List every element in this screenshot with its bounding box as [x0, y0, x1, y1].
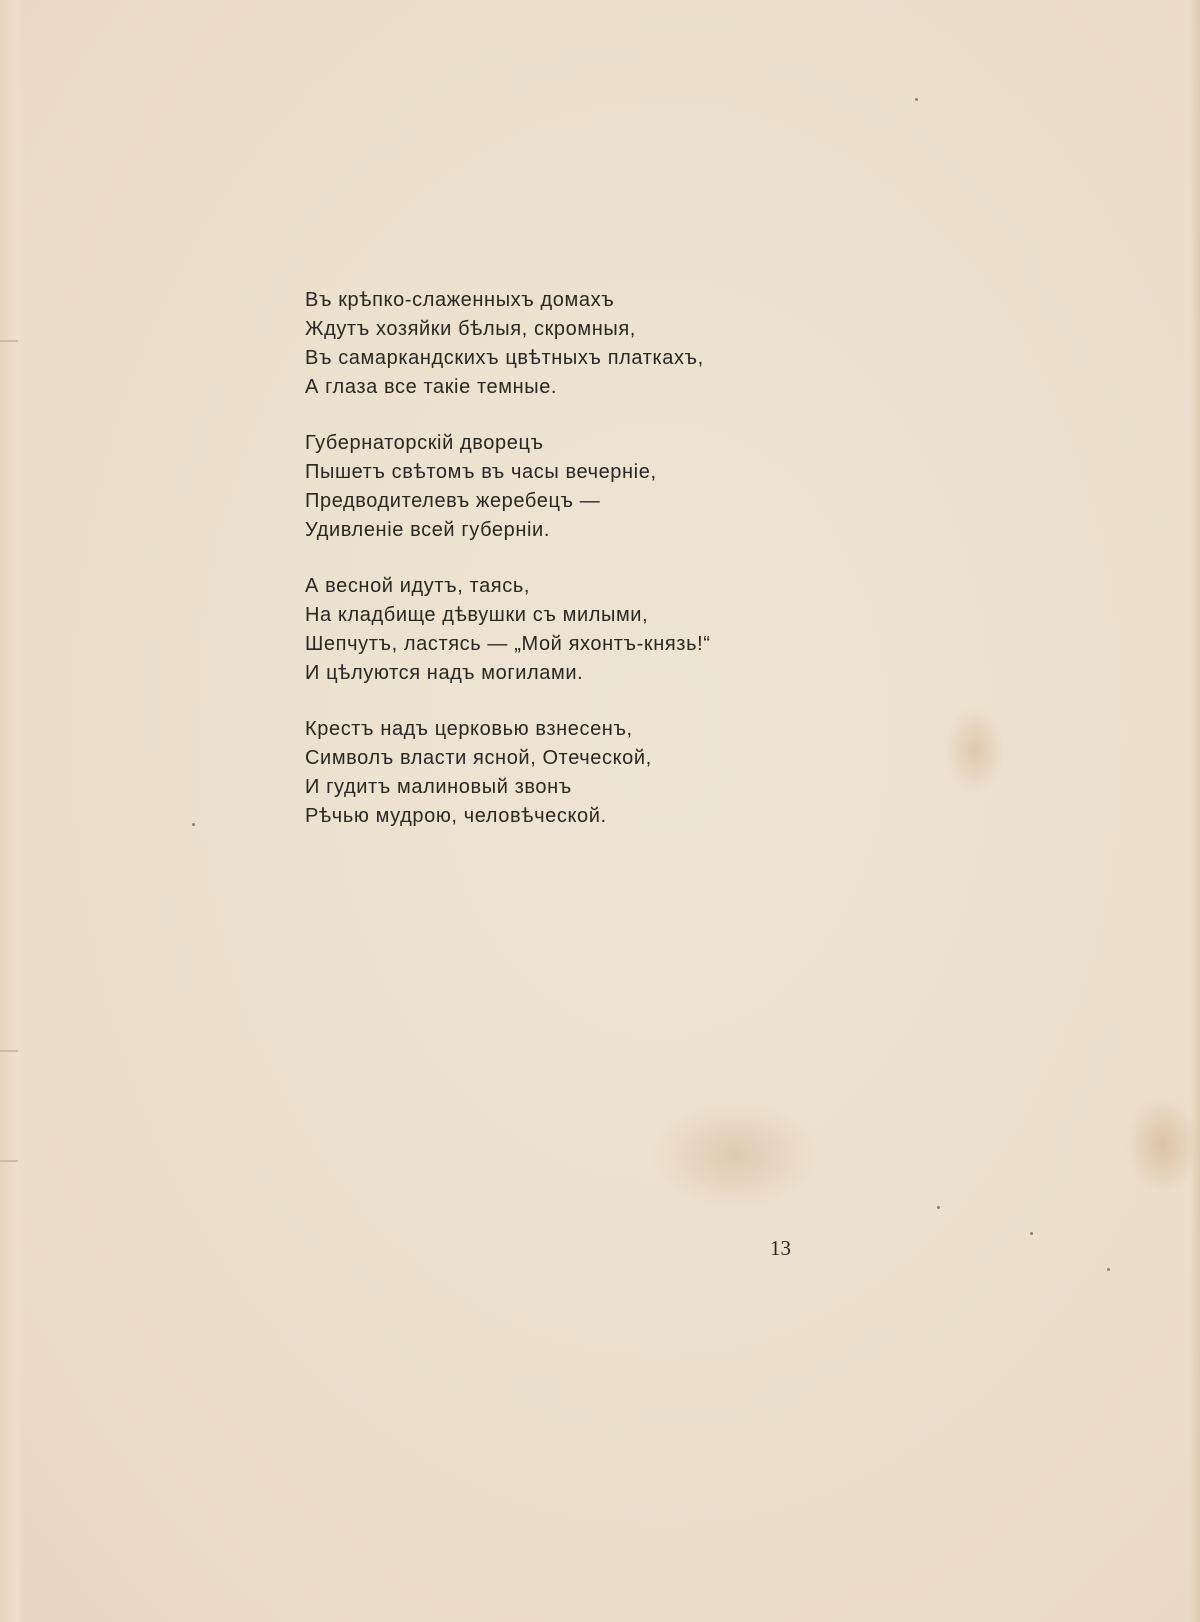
foxing-stain	[1125, 1095, 1200, 1195]
poem-line: Крестъ надъ церковью взнесенъ,	[305, 718, 633, 740]
stanza	[305, 429, 825, 545]
paper-speck	[937, 1206, 940, 1209]
poem-line: Символъ власти ясной, Отеческой,	[305, 747, 652, 769]
poem-line: А весной идутъ, таясь,	[305, 575, 530, 597]
stanza	[305, 572, 825, 688]
poem	[305, 286, 825, 858]
stanza	[305, 286, 825, 402]
paper-speck	[1030, 1232, 1033, 1235]
poem-line: И гудитъ малиновый звонъ	[305, 776, 572, 798]
poem-line: Предводителевъ жеребецъ —	[305, 490, 601, 512]
poem-line: Въ крѣпко-слаженныхъ домахъ	[305, 289, 615, 311]
poem-line: Рѣчью мудрою, человѣческой.	[305, 805, 607, 827]
page-number: 13	[770, 1236, 791, 1260]
fold-mark	[0, 1050, 18, 1052]
fold-mark	[0, 340, 18, 342]
poem-line: Пышетъ свѣтомъ въ часы вечерніе,	[305, 461, 657, 483]
foxing-stain	[650, 1100, 820, 1210]
foxing-stain	[945, 705, 1005, 795]
poem-line: Губернаторскій дворецъ	[305, 432, 544, 454]
paper-speck	[915, 98, 918, 101]
paper-speck	[192, 823, 195, 826]
poem-line: Удивленіе всей губерніи.	[305, 519, 550, 541]
poem-line: На кладбище дѣвушки съ милыми,	[305, 604, 649, 626]
poem-line: И цѣлуются надъ могилами.	[305, 662, 584, 684]
paper-speck	[1107, 1268, 1110, 1271]
fold-mark	[0, 1160, 18, 1162]
poem-line: Въ самаркандскихъ цвѣтныхъ платкахъ,	[305, 347, 704, 369]
page-right-edge	[1190, 0, 1200, 1622]
poem-line: А глаза все такіе темные.	[305, 376, 558, 398]
poem-line: Ждутъ хозяйки бѣлыя, скромныя,	[305, 318, 636, 340]
page-left-edge	[0, 0, 24, 1622]
poem-line: Шепчутъ, ластясь — „Мой яхонтъ-князь!“	[305, 633, 711, 655]
stanza	[305, 715, 825, 831]
